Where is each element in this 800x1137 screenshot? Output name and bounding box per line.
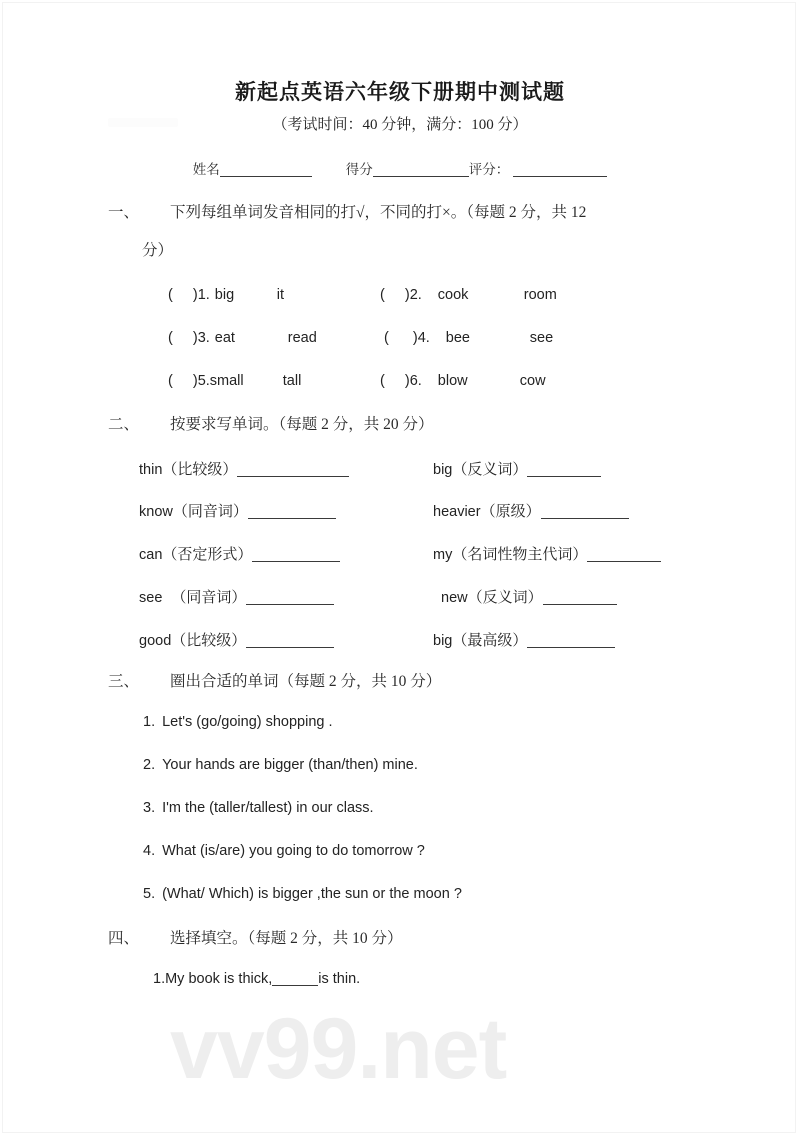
answer-blank[interactable] — [527, 647, 615, 648]
section-3-heading — [108, 669, 441, 691]
item-text: What (is/are) you going to do tomorrow ? — [162, 843, 425, 859]
checkbox-paren-open: ( — [168, 287, 173, 303]
item-text-suffix: is thin. — [318, 971, 361, 987]
item-number: 1. — [143, 714, 156, 730]
section-2-heading-text: 按要求写单词。（每题 2 分，共 20 分） — [170, 416, 434, 433]
prompt-hint: （否定形式） — [162, 547, 253, 563]
section-1-number: 一、 — [108, 204, 140, 221]
word-2: room — [523, 287, 557, 303]
circle-word-item[interactable] — [143, 886, 462, 902]
score-blank[interactable] — [373, 176, 469, 177]
exam-subtitle: （考试时间：40 分钟，满分：100 分） — [272, 117, 528, 133]
item-text: I'm the (taller/tallest) in our class. — [162, 800, 374, 816]
checkbox-paren-open: ( — [380, 373, 385, 389]
prompt-word: big — [433, 462, 453, 478]
student-info-line — [0, 158, 800, 178]
word-form-item[interactable] — [139, 586, 334, 607]
grade-blank[interactable] — [513, 176, 607, 177]
prompt-word: new — [441, 590, 468, 606]
page-title: 新起点英语六年级下册期中测试题 — [235, 80, 565, 104]
item-number: 5. — [143, 886, 156, 902]
word-pair-item[interactable] — [168, 330, 317, 346]
word-2: cow — [519, 373, 546, 389]
answer-blank[interactable] — [527, 476, 601, 477]
prompt-word: good — [139, 633, 172, 649]
answer-blank[interactable] — [237, 476, 349, 477]
section-3-heading-text: 圈出合适的单词（每题 2 分，共 10 分） — [170, 673, 442, 690]
checkbox-paren-close: ) — [404, 287, 410, 303]
prompt-hint: （比较级） — [162, 462, 238, 478]
word-pair-item[interactable] — [380, 373, 546, 389]
prompt-hint: （同音词） — [171, 590, 247, 606]
word-form-item[interactable] — [441, 586, 617, 607]
word-form-item[interactable] — [139, 629, 334, 650]
prompt-word: big — [433, 633, 453, 649]
item-text: (What/ Which) is bigger ,the sun or the moon ? — [162, 886, 462, 902]
word-1: bee — [445, 330, 470, 346]
answer-blank[interactable] — [252, 561, 340, 562]
section-2-number: 二、 — [108, 416, 140, 433]
prompt-hint: （原级） — [480, 504, 541, 520]
checkbox-paren-open: ( — [384, 330, 389, 346]
word-form-item[interactable] — [433, 500, 629, 521]
prompt-hint: （比较级） — [171, 633, 247, 649]
section-1-heading-text: 下列每组单词发音相同的打√，不同的打×。（每题 2 分，共 12 — [170, 204, 587, 221]
item-number: 4. — [143, 843, 156, 859]
word-2: read — [287, 330, 317, 346]
prompt-word: heavier — [433, 504, 481, 520]
word-1: blow — [437, 373, 468, 389]
prompt-word: my — [433, 547, 453, 563]
word-1: eat — [214, 330, 235, 346]
prompt-word: know — [139, 504, 173, 520]
word-pair-item[interactable] — [384, 330, 553, 346]
circle-word-item[interactable] — [143, 714, 333, 730]
checkbox-paren-open: ( — [168, 330, 173, 346]
name-label: 姓名 — [192, 162, 220, 177]
word-form-item[interactable] — [139, 543, 340, 564]
item-number: 4. — [417, 330, 430, 346]
answer-blank[interactable] — [246, 647, 334, 648]
name-blank[interactable] — [220, 176, 312, 177]
item-number: 2. — [409, 287, 422, 303]
word-form-item[interactable] — [433, 543, 661, 564]
prompt-hint: （同音词） — [172, 504, 248, 520]
checkbox-paren-close: ) — [412, 330, 418, 346]
prompt-word: see — [139, 590, 163, 606]
checkbox-paren-close: ) — [192, 330, 198, 346]
word-form-item[interactable] — [139, 500, 336, 521]
item-text: Let's (go/going) shopping . — [162, 714, 333, 730]
prompt-hint: （最高级） — [452, 633, 528, 649]
fill-blank-item[interactable] — [153, 971, 360, 987]
answer-blank[interactable] — [248, 518, 336, 519]
prompt-hint: （反义词） — [467, 590, 543, 606]
word-2: it — [276, 287, 285, 303]
prompt-hint: （名词性物主代词） — [452, 547, 588, 563]
item-number: 1. — [197, 287, 210, 303]
circle-word-item[interactable] — [143, 800, 374, 816]
section-2-heading — [108, 412, 434, 434]
circle-word-item[interactable] — [143, 757, 418, 773]
checkbox-paren-close: ) — [192, 373, 198, 389]
word-form-item[interactable] — [433, 458, 601, 479]
prompt-word: thin — [139, 462, 163, 478]
section-3-number: 三、 — [108, 673, 140, 690]
item-text-prefix: My book is thick, — [165, 971, 273, 987]
word-pair-item[interactable] — [168, 287, 284, 303]
prompt-word: can — [139, 547, 163, 563]
word-form-item[interactable] — [139, 458, 349, 479]
word-2: tall — [282, 373, 302, 389]
section-4-number: 四、 — [108, 930, 140, 947]
item-number: 2. — [143, 757, 156, 773]
prompt-hint: （反义词） — [452, 462, 528, 478]
section-4-heading — [108, 926, 403, 948]
word-form-item[interactable] — [433, 629, 615, 650]
checkbox-paren-open: ( — [168, 373, 173, 389]
item-number: 6. — [409, 373, 422, 389]
item-number: 3. — [143, 800, 156, 816]
checkbox-paren-close: ) — [192, 287, 198, 303]
circle-word-item[interactable] — [143, 843, 425, 859]
word-1: small — [209, 373, 244, 389]
answer-blank[interactable] — [272, 985, 318, 986]
word-2: see — [529, 330, 554, 346]
answer-blank[interactable] — [543, 604, 617, 605]
answer-blank[interactable] — [246, 604, 334, 605]
word-pair-item[interactable] — [380, 287, 557, 303]
item-number: 1. — [153, 971, 166, 987]
section-4-heading-text: 选择填空。（每题 2 分，共 10 分） — [170, 930, 403, 947]
answer-blank[interactable] — [541, 518, 629, 519]
word-1: cook — [437, 287, 469, 303]
item-number: 5. — [197, 373, 210, 389]
section-1-heading — [108, 200, 586, 222]
site-watermark: vv99.net — [170, 1001, 507, 1097]
word-1: big — [214, 287, 235, 303]
answer-blank[interactable] — [587, 561, 661, 562]
grade-label: 评分： — [468, 162, 510, 177]
word-pair-item[interactable] — [168, 373, 301, 389]
item-number: 3. — [197, 330, 210, 346]
checkbox-paren-close: ) — [404, 373, 410, 389]
section-1-heading-continued: 分） — [142, 242, 174, 259]
checkbox-paren-open: ( — [380, 287, 385, 303]
item-text: Your hands are bigger (than/then) mine. — [162, 757, 418, 773]
score-label: 得分 — [345, 162, 373, 177]
